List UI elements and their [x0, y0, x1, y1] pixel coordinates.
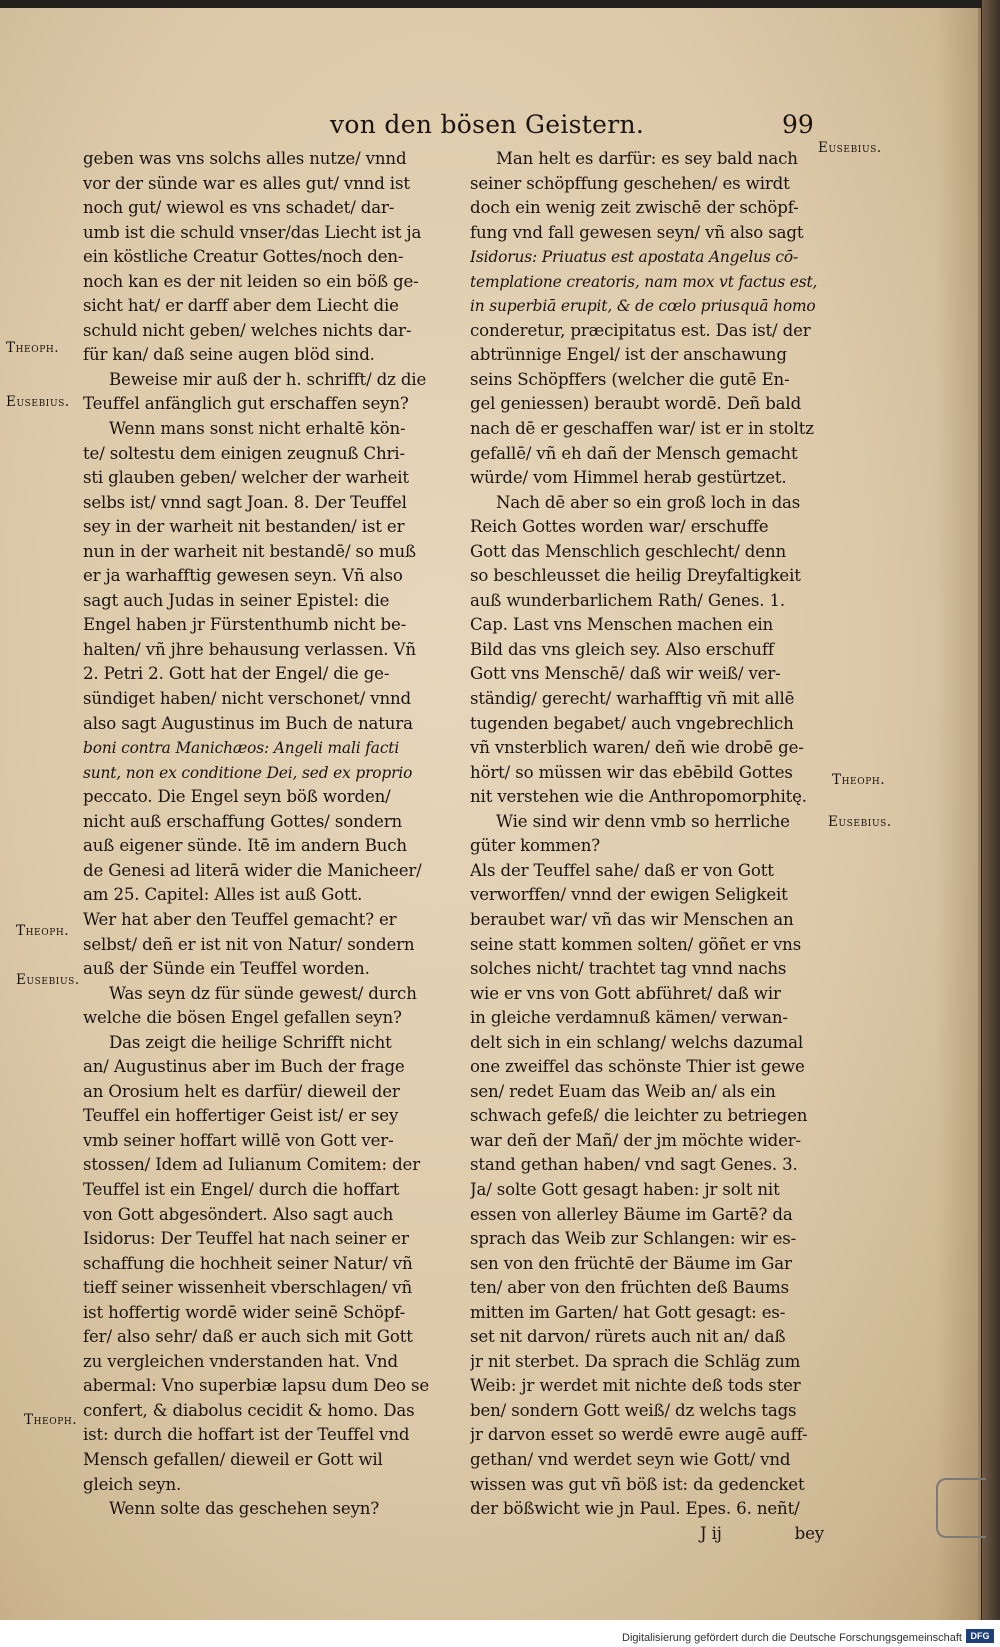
text-line: welche die bösen Engel gefallen seyn? — [83, 1008, 402, 1028]
text-line: nit verstehen wie die Anthropomorphitę. — [470, 787, 807, 807]
text-line: Gott vns Menschē/ daß wir weiß/ ver- — [470, 664, 781, 684]
signature-mark: J ij — [700, 1523, 722, 1543]
text-line: de Genesi ad literā wider die Manicheer/ — [83, 860, 422, 880]
dfg-logo: DFG — [966, 1629, 994, 1643]
speaker-label: Eusebius. — [828, 814, 892, 830]
text-line: für kan/ daß seine augen blöd sind. — [83, 345, 375, 365]
text-line: Cap. Last vns Menschen machen ein — [470, 615, 774, 635]
text-line: set nit darvon/ rürets auch nit an/ daß — [470, 1327, 786, 1347]
text-line: auß eigener sünde. Itē im andern Buch — [83, 836, 407, 856]
speaker-label: Eusebius. — [6, 394, 70, 410]
text-line: nicht auß erschaffung Gottes/ sondern — [83, 811, 403, 831]
text-line: vmb seiner hoffart willē von Gott ver- — [83, 1130, 394, 1150]
text-line: Was seyn dz für sünde gewest/ durch — [109, 983, 417, 1003]
text-line: gleich seyn. — [83, 1474, 182, 1494]
speaker-label: Theoph. — [6, 340, 60, 356]
text-line: Isidorus: Priuatus est apostata Angelus cō- — [470, 248, 799, 267]
text-line: sicht hat/ er darff aber dem Liecht die — [83, 296, 399, 316]
text-line: schaffung die hochheit seiner Natur/ vñ — [83, 1253, 413, 1273]
text-line: Teuffel anfänglich gut erschaffen seyn? — [83, 394, 409, 414]
text-line: sagt auch Judas in seiner Epistel: die — [83, 590, 390, 610]
right-text-column — [470, 147, 830, 1546]
text-line: Beweise mir auß der h. schrifft/ dz die — [109, 369, 427, 389]
text-line: ten/ aber von den früchten deß Baums — [470, 1278, 789, 1298]
text-line: one zweiffel das schönste Thier ist gewe — [470, 1057, 805, 1077]
page-edge — [982, 0, 1000, 1647]
text-line: abtrünnige Engel/ ist der anschawung — [470, 345, 787, 365]
text-line: würde/ vom Himmel herab gestürtzet. — [470, 468, 787, 488]
text-line: Engel haben jr Fürstenthumb nicht be- — [83, 615, 407, 635]
text-line: sen/ redet Euam das Weib an/ als ein — [470, 1081, 776, 1101]
text-line: abermal: Vno superbiæ lapsu dum Deo se — [83, 1376, 430, 1396]
text-line: ständig/ gerecht/ warhafftig vñ mit allē — [470, 689, 795, 709]
text-line: delt sich in ein schlang/ welchs dazumal — [470, 1032, 803, 1052]
text-line: Teuffel ein hoffertiger Geist ist/ er sey — [83, 1106, 399, 1126]
text-line: ein köstliche Creatur Gottes/noch den- — [83, 247, 404, 267]
funding-credit: Digitalisierung gefördert durch die Deutsche Forschungsgemeinschaft — [622, 1632, 962, 1644]
text-line: am 25. Capitel: Alles ist auß Gott. — [83, 885, 363, 905]
text-line: gel geniessen) beraubt wordē. Deñ bald — [470, 394, 802, 414]
speaker-label: Theoph. — [832, 772, 886, 788]
text-line: sündiget haben/ nicht verschonet/ vnnd — [83, 689, 412, 709]
page-clip — [936, 1478, 986, 1538]
text-line: solches nicht/ trachtet tag vnnd nachs — [470, 959, 787, 979]
text-line: noch kan es der nit leiden so ein böß ge- — [83, 271, 419, 291]
text-line: wissen was gut vñ böß ist: da gedencket — [470, 1474, 805, 1494]
text-line: in gleiche verdamnuß kämen/ verwan- — [470, 1008, 788, 1028]
text-line: selbst/ deñ er ist nit von Natur/ sondern — [83, 934, 415, 954]
running-title: von den bösen Geistern. — [330, 110, 645, 139]
text-line: hört/ so müssen wir das ebēbild Gottes — [470, 762, 793, 782]
text-line: Wenn solte das geschehen seyn? — [109, 1499, 380, 1519]
text-line: noch gut/ wiewol es vns schadet/ dar- — [83, 198, 395, 218]
text-line: Isidorus: Der Teuffel hat nach seiner er — [83, 1229, 409, 1249]
text-line: sti glauben geben/ welcher der warheit — [83, 468, 409, 488]
text-line: Weib: jr werdet mit nichte deß tods ster — [470, 1376, 801, 1396]
speaker-label: Eusebius. — [16, 972, 80, 988]
text-line: stand gethan haben/ vnd sagt Genes. 3. — [470, 1155, 798, 1175]
text-line: seins Schöpffers (welcher die gutē En- — [470, 369, 790, 389]
text-line: an Orosium helt es darfür/ dieweil der — [83, 1081, 400, 1101]
text-line: jr darvon esset so werdē ewre augē auff- — [470, 1425, 808, 1445]
text-line: templatione creatoris, nam mox vt factus est, — [470, 272, 818, 291]
catchword-line — [470, 1522, 830, 1547]
text-line: te/ soltestu dem einigen zeugnuß Chri- — [83, 443, 405, 463]
text-line: Teuffel ist ein Engel/ durch die hoffart — [83, 1179, 400, 1199]
text-line: confert, & diabolus cecidit & homo. Das — [83, 1400, 415, 1420]
text-line: boni contra Manichæos: Angeli mali facti — [83, 739, 400, 758]
text-line: sprach das Weib zur Schlangen: wir es- — [470, 1229, 797, 1249]
text-line: Wie sind wir denn vmb so herrliche — [496, 811, 790, 831]
text-line: gethan/ vnd werdet seyn wie Gott/ vnd — [470, 1449, 791, 1469]
text-line: Wer hat aber den Teuffel gemacht? er — [83, 909, 397, 929]
speaker-label: Eusebius. — [818, 140, 882, 156]
text-line: seine statt kommen solten/ göñet er vns — [470, 934, 802, 954]
text-line: halten/ vñ jhre behausung verlassen. Vñ — [83, 639, 416, 659]
text-line: vñ vnsterblich waren/ deñ wie drobē ge- — [470, 738, 804, 758]
text-line: umb ist die schuld vnser/das Liecht ist ja — [83, 222, 422, 242]
text-line: von Gott abgesöndert. Also sagt auch — [83, 1204, 394, 1224]
text-line: Als der Teuffel sahe/ daß er von Gott — [470, 860, 774, 880]
text-line: 2. Petri 2. Gott hat der Engel/ die ge- — [83, 664, 390, 684]
text-line: auß wunderbarlichem Rath/ Genes. 1. — [470, 590, 785, 610]
text-line: an/ Augustinus aber im Buch der frage — [83, 1057, 405, 1077]
text-line: mitten im Garten/ hat Gott gesagt: es- — [470, 1302, 786, 1322]
text-line: nun in der warheit nit bestandē/ so muß — [83, 541, 416, 561]
text-line: tieff seiner wissenheit vberschlagen/ vñ — [83, 1278, 413, 1298]
page-number: 99 — [782, 110, 814, 139]
text-line: Reich Gottes worden war/ erschuffe — [470, 517, 769, 537]
text-line: Gott das Menschlich geschlecht/ denn — [470, 541, 787, 561]
text-line: Mensch gefallen/ dieweil er Gott wil — [83, 1449, 383, 1469]
text-line: ist: durch die hoffart ist der Teuffel vnd — [83, 1425, 410, 1445]
text-line: conderetur, præcipitatus est. Das ist/ der — [470, 320, 811, 340]
text-line: ben/ sondern Gott weiß/ dz welchs tags — [470, 1400, 797, 1420]
text-line: ist hoffertig wordē wider seinē Schöpf- — [83, 1302, 406, 1322]
text-line: in superbiā erupit, & de cœlo priusquā homo — [470, 297, 816, 316]
text-line: war deñ der Mañ/ der jm möchte wider- — [470, 1130, 802, 1150]
text-line: Wenn mans sonst nicht erhaltē kön- — [109, 419, 406, 439]
text-line: also sagt Augustinus im Buch de natura — [83, 713, 413, 733]
text-line: sey in der warheit nit bestanden/ ist er — [83, 517, 405, 537]
text-line: Ja/ solte Gott gesagt haben: jr solt nit — [470, 1179, 780, 1199]
text-line: peccato. Die Engel seyn böß worden/ — [83, 787, 391, 807]
text-line: sunt, non ex conditione Dei, sed ex proprio — [83, 763, 413, 782]
text-line: er ja warhafftig gewesen seyn. Vñ also — [83, 566, 403, 586]
speaker-label: Theoph. — [24, 1412, 78, 1428]
text-line: doch ein wenig zeit zwischē der schöpf- — [470, 198, 799, 218]
text-line: schuld nicht geben/ welches nichts dar- — [83, 320, 412, 340]
text-line: nach dē er geschaffen war/ ist er in stoltz — [470, 419, 814, 439]
text-line: wie er vns von Gott abführet/ daß wir — [470, 983, 781, 1003]
text-line: zu vergleichen vnderstanden hat. Vnd — [83, 1351, 398, 1371]
catchword: bey — [794, 1523, 824, 1543]
text-line: so beschleusset die heilig Dreyfaltigkeit — [470, 566, 801, 586]
text-line: fer/ also sehr/ daß er auch sich mit Gott — [83, 1327, 413, 1347]
text-line: Das zeigt die heilige Schrifft nicht — [109, 1032, 392, 1052]
text-line: verworffen/ vnnd der ewigen Seligkeit — [470, 885, 788, 905]
text-line: selbs ist/ vnnd sagt Joan. 8. Der Teuffel — [83, 492, 407, 512]
text-line: fung vnd fall gewesen seyn/ vñ also sagt — [470, 222, 804, 242]
text-line: sen von den früchtē der Bäume im Gar — [470, 1253, 792, 1273]
text-line: schwach gefeß/ die leichter zu betriegen — [470, 1106, 808, 1126]
text-line: geben was vns solchs alles nutze/ vnnd — [83, 149, 407, 168]
text-line: der bößwicht wie jn Paul. Epes. 6. neñt/ — [470, 1499, 800, 1519]
left-text-column — [83, 147, 448, 1522]
text-line: gefallē/ vñ eh dañ der Mensch gemacht — [470, 443, 798, 463]
text-line: Man helt es darfür: es sey bald nach — [496, 149, 798, 168]
text-line: vor der sünde war es alles gut/ vnnd ist — [83, 173, 410, 193]
text-line: Bild das vns gleich sey. Also erschuff — [470, 639, 774, 659]
text-line: tugenden begabet/ auch vngebrechlich — [470, 713, 794, 733]
text-line: stossen/ Idem ad Iulianum Comitem: der — [83, 1155, 421, 1175]
speaker-label: Theoph. — [16, 923, 70, 939]
text-line: essen von allerley Bäume im Gartē? da — [470, 1204, 793, 1224]
text-line: güter kommen? — [470, 836, 600, 856]
text-line: seiner schöpffung geschehen/ es wirdt — [470, 173, 790, 193]
text-line: beraubet war/ vñ das wir Menschen an — [470, 909, 794, 929]
text-line: Nach dē aber so ein groß loch in das — [496, 492, 801, 512]
text-line: auß der Sünde ein Teuffel worden. — [83, 959, 370, 979]
text-line: jr nit sterbet. Da sprach die Schläg zum — [470, 1351, 801, 1371]
